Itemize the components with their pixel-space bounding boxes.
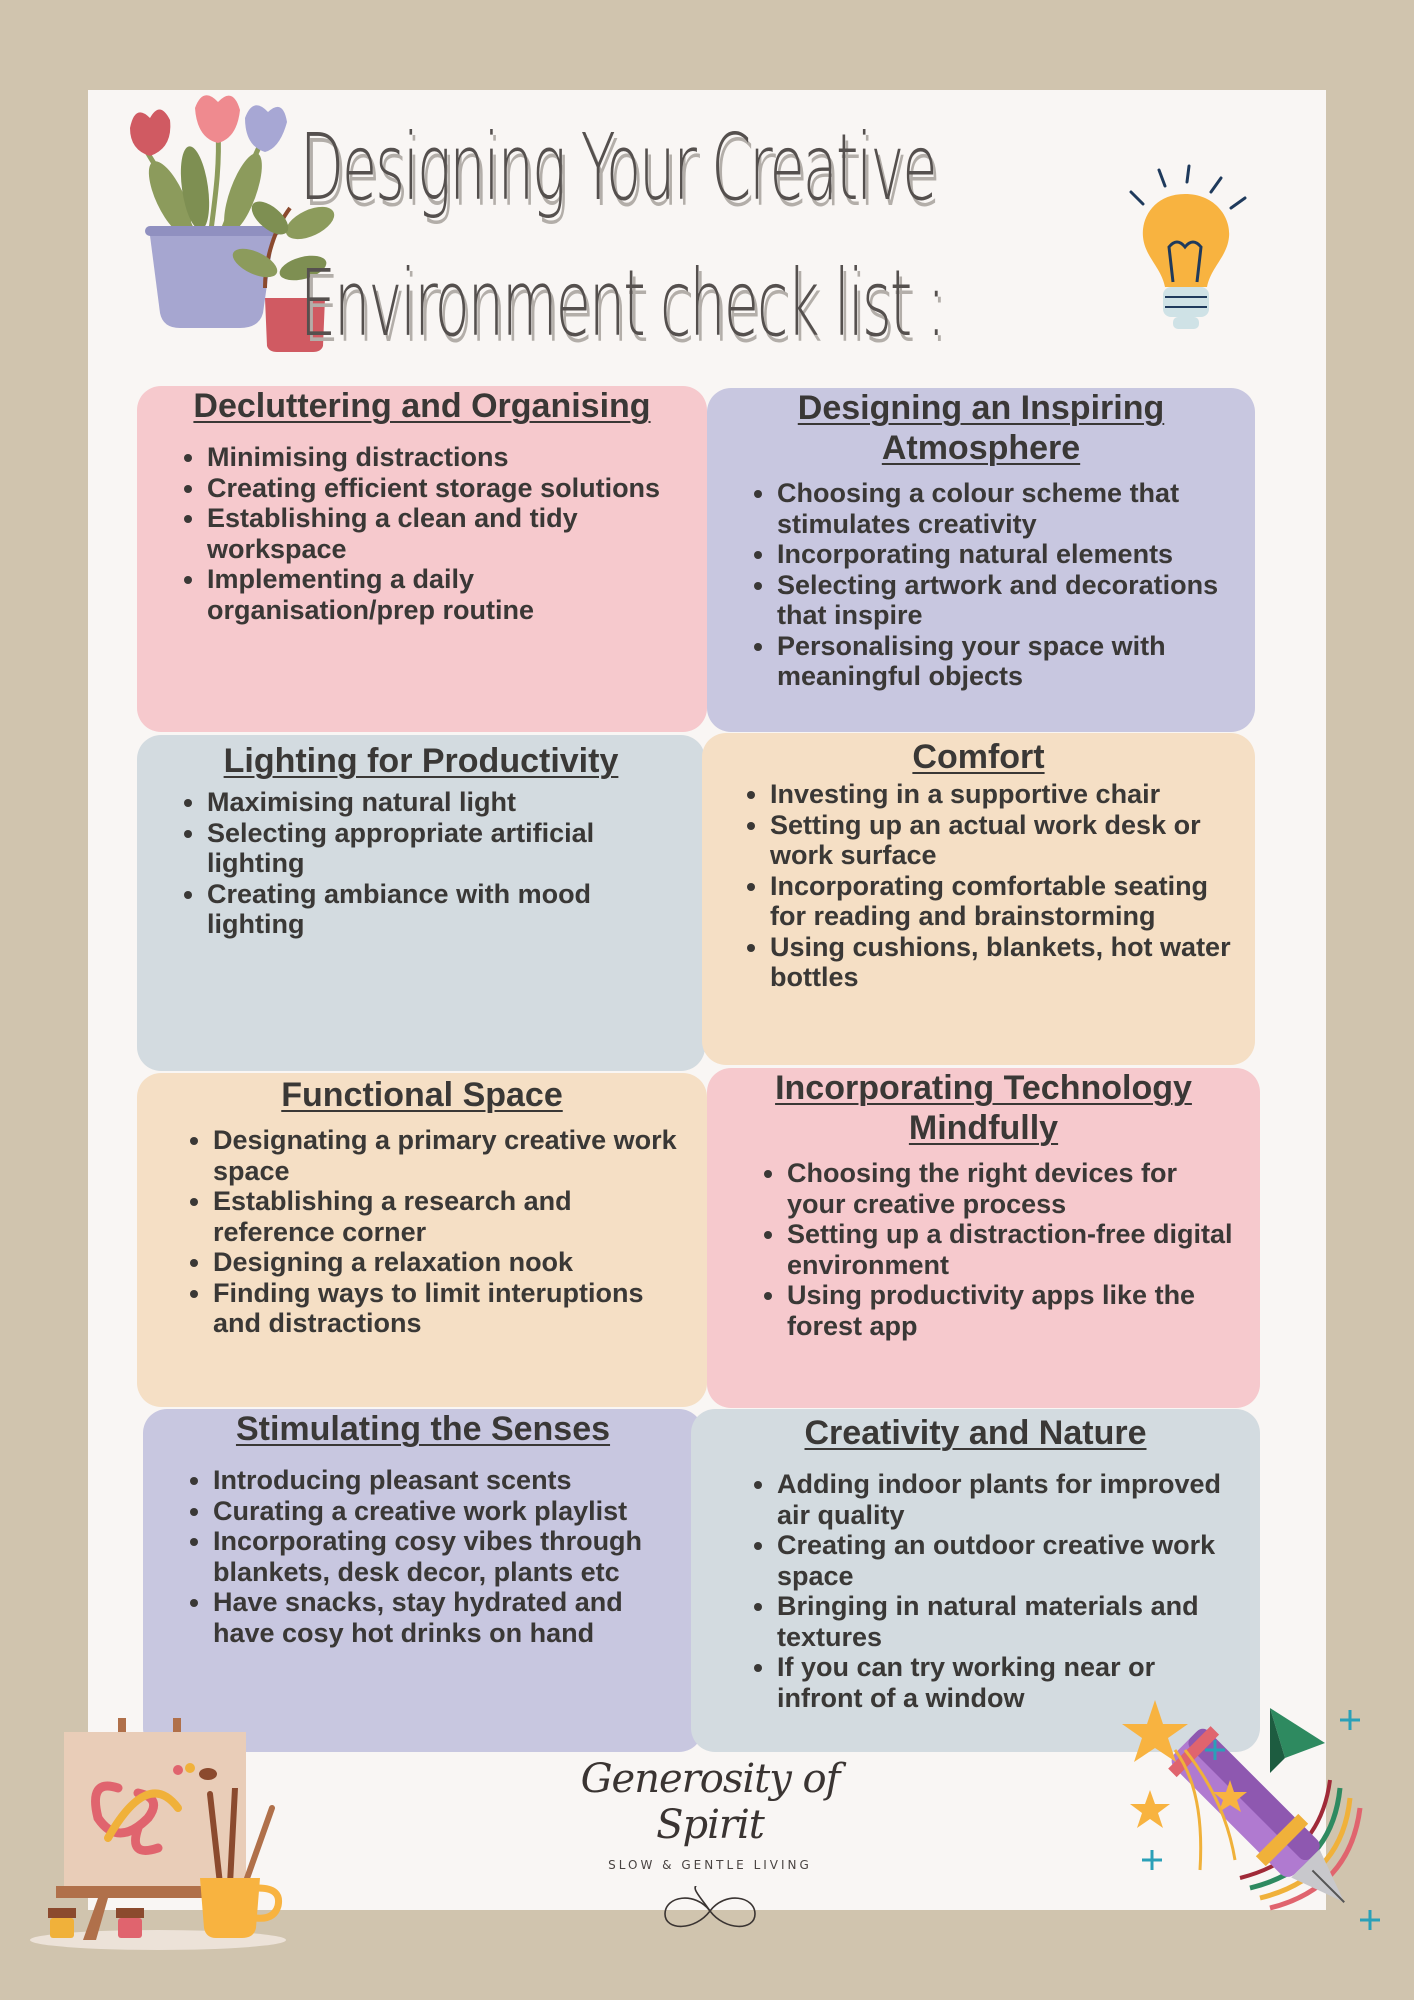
list-item: • If you can try working near or infront of a window (777, 1652, 1242, 1713)
section-heading: Comfort (912, 738, 1045, 776)
list-item: • Incorporating comfortable seating for reading and brainstorming (770, 871, 1237, 932)
checklist (161, 1465, 685, 1648)
list-item: • Designating a primary creative work space (213, 1125, 689, 1186)
lightbulb-icon (1125, 162, 1250, 342)
list-item: • Maximising natural light (207, 787, 687, 818)
brand-tagline: SLOW & GENTLE LIVING (608, 1858, 812, 1872)
list-item: • Bringing in natural materials and textures (777, 1591, 1242, 1652)
section-heading: Functional Space (281, 1076, 563, 1114)
section-decluttering (137, 386, 707, 732)
list-item: • Selecting artwork and decorations that inspire (777, 570, 1237, 631)
list-item: • Using cushions, blankets, hot water bottles (770, 932, 1237, 993)
checklist (725, 1158, 1242, 1341)
checklist (725, 478, 1237, 692)
paint-brushes-icon (190, 1788, 290, 1940)
list-item: • Incorporating cosy vibes through blankets, desk decor, plants etc (213, 1526, 685, 1587)
stars-icon (1115, 1690, 1385, 1940)
section-technology (707, 1068, 1260, 1408)
title-line-1: Designing Your Creative (300, 114, 936, 221)
section-heading: Creativity and Nature (804, 1414, 1147, 1452)
list-item: • Establishing a research and reference corner (213, 1186, 689, 1247)
list-item: • Setting up a distraction-free digital environment (787, 1219, 1242, 1280)
section-heading: Decluttering and Organising (193, 387, 651, 425)
checklist (709, 1469, 1242, 1713)
list-item: • Creating an outdoor creative work space (777, 1530, 1242, 1591)
list-item: • Finding ways to limit interuptions and distractions (213, 1278, 689, 1339)
list-item: • Setting up an actual work desk or work surface (770, 810, 1237, 871)
section-heading: Designing an Inspiring Atmosphere (797, 389, 1165, 467)
title-line-2: Environment check list : (300, 250, 944, 357)
list-item: • Creating ambiance with mood lighting (207, 879, 687, 940)
checklist (155, 442, 689, 625)
section-comfort (702, 733, 1255, 1065)
checklist (720, 779, 1237, 993)
infinity-heart-icon (660, 1886, 760, 1936)
list-item: • Implementing a daily organisation/prep routine (207, 564, 689, 625)
section-heading: Stimulating the Senses (235, 1410, 611, 1448)
list-item: • Introducing pleasant scents (213, 1465, 685, 1496)
brand-logo (540, 1756, 880, 1940)
checklist (155, 787, 687, 940)
section-lighting (137, 735, 705, 1071)
list-item: • Investing in a supportive chair (770, 779, 1237, 810)
list-item: • Personalising your space with meaningful objects (777, 631, 1237, 692)
list-item: • Designing a relaxation nook (213, 1247, 689, 1278)
list-item: • Creating efficient storage solutions (207, 473, 689, 504)
page-title (300, 100, 944, 372)
list-item: • Have snacks, stay hydrated and have cosy hot drinks on hand (213, 1587, 685, 1648)
section-heading: Lighting for Productivity (223, 742, 619, 780)
brand-name: Generosity of Spirit (580, 1756, 840, 1848)
list-item: • Establishing a clean and tidy workspace (207, 503, 689, 564)
list-item: • Choosing a colour scheme that stimulates creativity (777, 478, 1237, 539)
list-item: • Adding indoor plants for improved air quality (777, 1469, 1242, 1530)
section-heading: Incorporating Technology Mindfully (775, 1069, 1192, 1147)
section-functional-space (137, 1073, 707, 1407)
section-senses (143, 1409, 703, 1752)
section-inspiring-atmosphere (707, 388, 1255, 732)
list-item: • Incorporating natural elements (777, 539, 1237, 570)
checklist (155, 1125, 689, 1339)
list-item: • Minimising distractions (207, 442, 689, 473)
list-item: • Selecting appropriate artificial lighting (207, 818, 687, 879)
list-item: • Curating a creative work playlist (213, 1496, 685, 1527)
list-item: • Choosing the right devices for your creative process (787, 1158, 1242, 1219)
list-item: • Using productivity apps like the forest app (787, 1280, 1242, 1341)
